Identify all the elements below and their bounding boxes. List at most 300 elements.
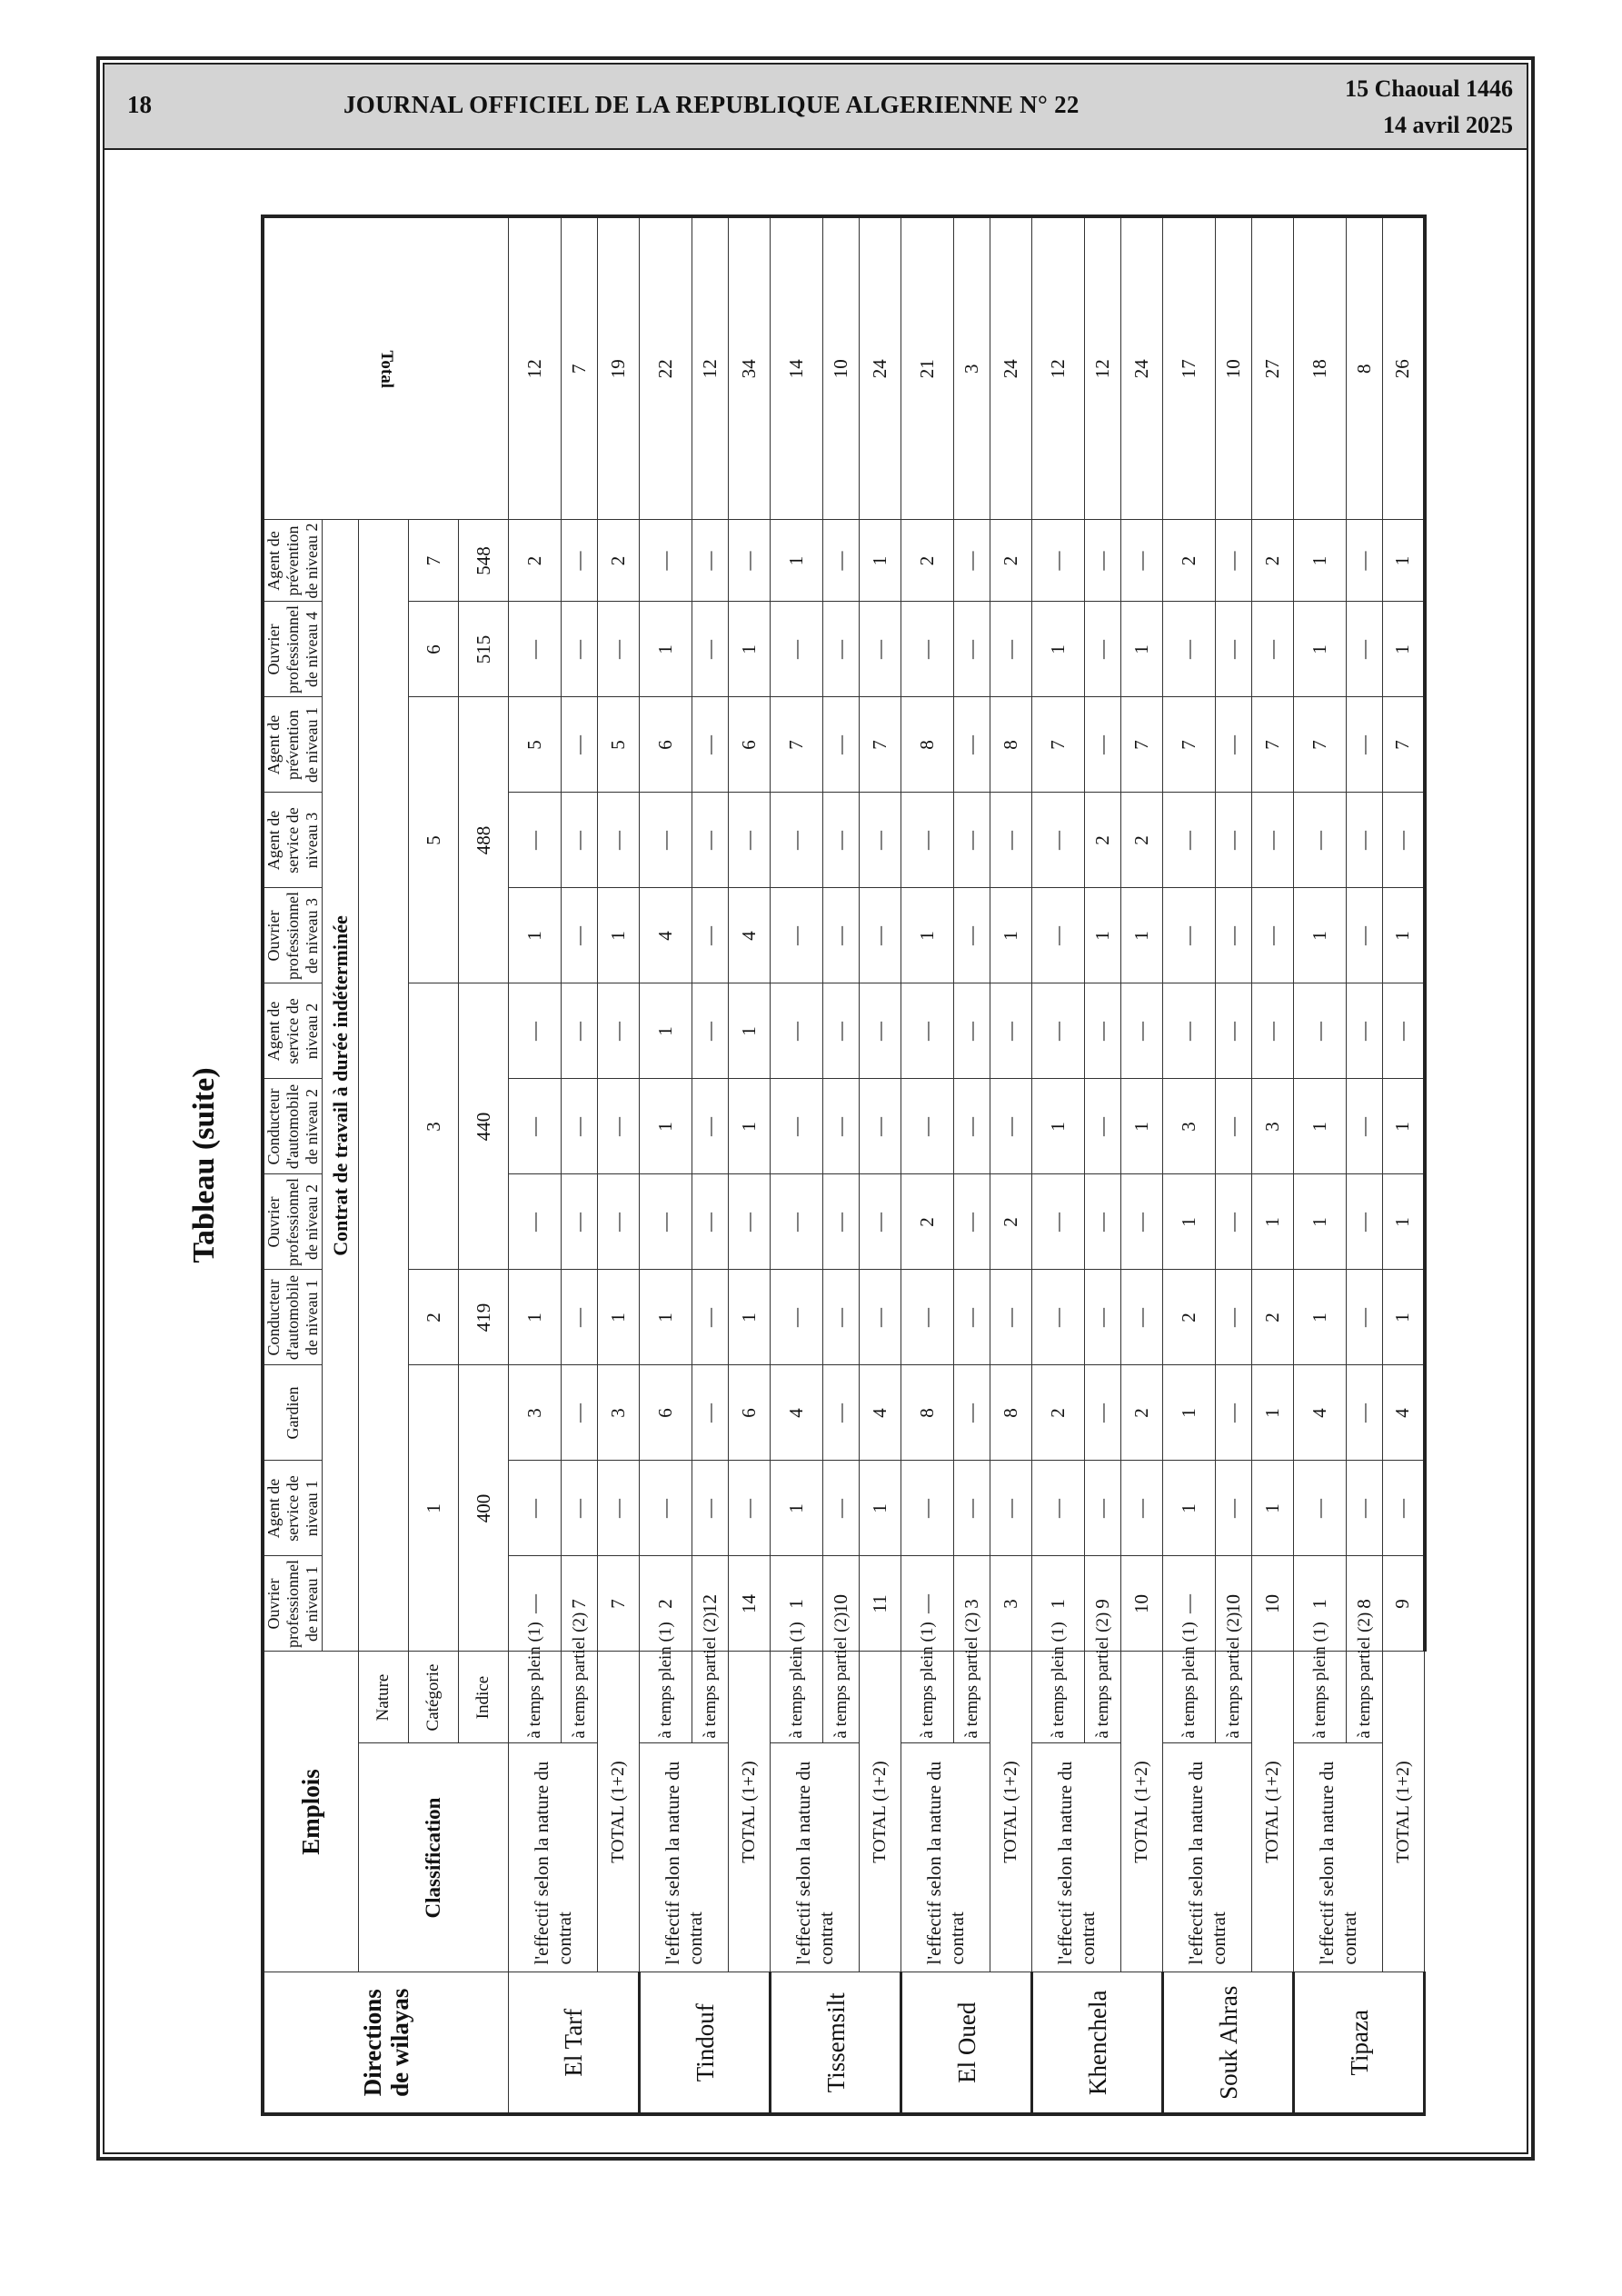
value-cell: 1: [640, 1270, 692, 1365]
value-cell: —: [562, 1461, 598, 1556]
value-cell: 2: [1121, 1365, 1163, 1461]
value-cell: 6: [729, 1365, 771, 1461]
value-cell: 3: [509, 1365, 562, 1461]
wilaya-name: El Tarf: [509, 1972, 640, 2114]
value-cell: —: [1294, 983, 1347, 1079]
value-cell: —: [1347, 983, 1383, 1079]
value-cell: —: [823, 602, 860, 697]
value-cell: —: [1294, 1461, 1347, 1556]
value-cell: —: [1216, 602, 1252, 697]
directions-header: Directions de wilayas: [263, 1972, 509, 2114]
value-cell: —: [1032, 793, 1085, 888]
contract-type-label: à temps partiel (2): [562, 1652, 598, 1743]
value-cell: 1: [771, 520, 823, 602]
categorie-value: 7: [409, 520, 459, 602]
value-cell: —: [823, 1365, 860, 1461]
value-cell: —: [1085, 1079, 1121, 1174]
value-cell: —: [860, 602, 901, 697]
value-cell: 12: [1085, 216, 1121, 520]
value-cell: 1: [990, 888, 1032, 983]
value-cell: 6: [640, 1365, 692, 1461]
value-cell: —: [692, 1174, 729, 1270]
value-cell: 1: [1294, 1270, 1347, 1365]
value-cell: 1: [1383, 1270, 1425, 1365]
value-cell: 18: [1294, 216, 1347, 520]
value-cell: —: [509, 983, 562, 1079]
value-cell: —: [901, 1461, 954, 1556]
value-cell: —: [990, 1461, 1032, 1556]
value-cell: —: [562, 1079, 598, 1174]
table-row: [1032, 216, 1085, 2114]
nature-label: Nature: [359, 1652, 409, 1743]
effectif-label: l'effectif selon la nature du contrat: [901, 1743, 990, 1972]
value-cell: 12: [692, 216, 729, 520]
value-cell: 12: [692, 1556, 729, 1652]
value-cell: —: [1085, 520, 1121, 602]
value-cell: —: [954, 697, 990, 793]
value-cell: —: [1347, 602, 1383, 697]
value-cell: 1: [598, 1270, 640, 1365]
value-cell: —: [1383, 983, 1425, 1079]
table-row: [1121, 216, 1163, 2114]
value-cell: 1: [1294, 888, 1347, 983]
contract-type-label: à temps plein (1): [640, 1652, 692, 1743]
value-cell: 1: [598, 888, 640, 983]
value-cell: 1: [901, 888, 954, 983]
value-cell: —: [598, 793, 640, 888]
value-cell: 8: [901, 1365, 954, 1461]
value-cell: 27: [1252, 216, 1294, 520]
value-cell: —: [1216, 1079, 1252, 1174]
value-cell: 2: [1121, 793, 1163, 888]
value-cell: —: [860, 888, 901, 983]
value-cell: —: [692, 793, 729, 888]
value-cell: —: [954, 1365, 990, 1461]
value-cell: 7: [860, 697, 901, 793]
table-row: [990, 216, 1032, 2114]
value-cell: —: [562, 888, 598, 983]
value-cell: 7: [598, 1556, 640, 1652]
rotated-table-container: [159, 215, 1422, 2116]
value-cell: —: [1216, 793, 1252, 888]
contract-type-label: à temps plein (1): [1294, 1652, 1347, 1743]
value-cell: —: [509, 793, 562, 888]
value-cell: —: [729, 520, 771, 602]
value-cell: —: [1163, 888, 1216, 983]
value-cell: —: [954, 888, 990, 983]
value-cell: —: [954, 602, 990, 697]
value-cell: —: [1085, 1365, 1121, 1461]
value-cell: —: [1163, 1556, 1216, 1652]
value-cell: —: [860, 1174, 901, 1270]
job-header: Ouvrier professionnel de niveau 2: [263, 1174, 323, 1270]
value-cell: —: [1032, 1270, 1085, 1365]
value-cell: 1: [1032, 602, 1085, 697]
value-cell: 10: [823, 216, 860, 520]
value-cell: —: [562, 602, 598, 697]
value-cell: 4: [1383, 1365, 1425, 1461]
value-cell: —: [562, 1365, 598, 1461]
value-cell: 8: [990, 697, 1032, 793]
table-row: [729, 216, 771, 2114]
value-cell: 1: [509, 888, 562, 983]
value-cell: 1: [640, 1079, 692, 1174]
value-cell: 1: [1383, 888, 1425, 983]
value-cell: 1: [1294, 1556, 1347, 1652]
value-cell: 1: [1032, 1079, 1085, 1174]
indice-label: Indice: [459, 1652, 509, 1743]
value-cell: —: [692, 520, 729, 602]
contract-type-label: à temps plein (1): [1032, 1652, 1085, 1743]
value-cell: —: [1085, 602, 1121, 697]
total-label: TOTAL (1+2): [860, 1652, 901, 1972]
value-cell: 24: [990, 216, 1032, 520]
table-row: [1252, 216, 1294, 2114]
table-row: [509, 216, 562, 2114]
value-cell: 3: [1252, 1079, 1294, 1174]
value-cell: 1: [1294, 520, 1347, 602]
contract-type-label: à temps partiel (2): [823, 1652, 860, 1743]
value-cell: 1: [729, 602, 771, 697]
value-cell: —: [729, 793, 771, 888]
value-cell: —: [1163, 602, 1216, 697]
wilaya-name: Khenchela: [1032, 1972, 1163, 2114]
value-cell: —: [509, 1461, 562, 1556]
value-cell: —: [729, 1174, 771, 1270]
value-cell: —: [692, 888, 729, 983]
value-cell: 4: [771, 1365, 823, 1461]
journal-title: JOURNAL OFFICIEL DE LA REPUBLIQUE ALGERIENNE N° 22: [343, 91, 1080, 118]
value-cell: —: [771, 1270, 823, 1365]
value-cell: 7: [562, 216, 598, 520]
value-cell: 1: [1383, 602, 1425, 697]
value-cell: —: [509, 602, 562, 697]
value-cell: —: [771, 793, 823, 888]
value-cell: —: [823, 983, 860, 1079]
wilaya-name: Souk Ahras: [1163, 1972, 1294, 2114]
value-cell: —: [954, 793, 990, 888]
issue-date: [1345, 71, 1513, 144]
categorie-value: 2: [409, 1270, 459, 1365]
value-cell: —: [562, 983, 598, 1079]
value-cell: —: [509, 1079, 562, 1174]
value-cell: —: [954, 1174, 990, 1270]
value-cell: 1: [1294, 1079, 1347, 1174]
value-cell: —: [1347, 888, 1383, 983]
total-label: TOTAL (1+2): [1383, 1652, 1425, 1972]
value-cell: —: [1347, 1174, 1383, 1270]
total-label: TOTAL (1+2): [1252, 1652, 1294, 1972]
value-cell: 6: [729, 697, 771, 793]
value-cell: —: [771, 888, 823, 983]
issue-date-hijri: 15 Chaoual 1446: [1345, 75, 1513, 102]
table-row: [860, 216, 901, 2114]
value-cell: —: [901, 1556, 954, 1652]
value-cell: 1: [1294, 1174, 1347, 1270]
effectif-label: l'effectif selon la nature du contrat: [640, 1743, 729, 1972]
value-cell: 1: [729, 1079, 771, 1174]
effectif-label: l'effectif selon la nature du contrat: [1163, 1743, 1252, 1972]
value-cell: 21: [901, 216, 954, 520]
value-cell: —: [692, 1365, 729, 1461]
total-label: TOTAL (1+2): [990, 1652, 1032, 1972]
value-cell: 1: [771, 1461, 823, 1556]
value-cell: 2: [901, 1174, 954, 1270]
value-cell: —: [860, 983, 901, 1079]
value-cell: 4: [640, 888, 692, 983]
value-cell: —: [1383, 793, 1425, 888]
total-column-label: Total: [377, 349, 396, 388]
value-cell: —: [954, 983, 990, 1079]
value-cell: —: [1347, 697, 1383, 793]
value-cell: —: [1085, 697, 1121, 793]
value-cell: —: [640, 793, 692, 888]
table-row: [598, 216, 640, 2114]
value-cell: —: [1347, 793, 1383, 888]
value-cell: —: [901, 1270, 954, 1365]
value-cell: 7: [1032, 697, 1085, 793]
value-cell: —: [640, 520, 692, 602]
effectif-label: l'effectif selon la nature du contrat: [771, 1743, 860, 1972]
value-cell: 4: [1294, 1365, 1347, 1461]
contract-type-label: à temps plein (1): [1163, 1652, 1216, 1743]
value-cell: —: [692, 697, 729, 793]
value-cell: 1: [1252, 1461, 1294, 1556]
value-cell: —: [1121, 1461, 1163, 1556]
value-cell: 34: [729, 216, 771, 520]
job-header: Ouvrier professionnel de niveau 4: [263, 602, 323, 697]
categorie-value: 6: [409, 602, 459, 697]
value-cell: —: [509, 1174, 562, 1270]
value-cell: —: [692, 983, 729, 1079]
indice-value: 548: [459, 520, 509, 602]
value-cell: 1: [1383, 520, 1425, 602]
value-cell: 19: [598, 216, 640, 520]
value-cell: —: [1216, 1174, 1252, 1270]
value-cell: 1: [1252, 1174, 1294, 1270]
value-cell: 1: [1121, 888, 1163, 983]
value-cell: 8: [901, 697, 954, 793]
value-cell: 10: [1216, 216, 1252, 520]
value-cell: —: [823, 1461, 860, 1556]
value-cell: 7: [1383, 697, 1425, 793]
value-cell: —: [901, 983, 954, 1079]
value-cell: 1: [1252, 1365, 1294, 1461]
value-cell: 3: [954, 1556, 990, 1652]
value-cell: 2: [1032, 1365, 1085, 1461]
value-cell: 3: [598, 1365, 640, 1461]
value-cell: 2: [1163, 520, 1216, 602]
value-cell: —: [562, 697, 598, 793]
value-cell: 1: [1121, 1079, 1163, 1174]
value-cell: 4: [729, 888, 771, 983]
value-cell: 10: [1121, 1556, 1163, 1652]
value-cell: 14: [771, 216, 823, 520]
value-cell: 10: [1216, 1556, 1252, 1652]
emplois-header: Emplois: [263, 1652, 359, 1972]
job-header: Agent de service de niveau 1: [263, 1461, 323, 1556]
value-cell: —: [860, 793, 901, 888]
effectif-label: l'effectif selon la nature du contrat: [509, 1743, 598, 1972]
value-cell: —: [1032, 983, 1085, 1079]
wilaya-name: El Oued: [901, 1972, 1032, 2114]
contract-type-label: à temps plein (1): [509, 1652, 562, 1743]
value-cell: —: [1085, 1174, 1121, 1270]
value-cell: 2: [901, 520, 954, 602]
value-cell: —: [598, 983, 640, 1079]
value-cell: —: [1032, 888, 1085, 983]
table-row: [640, 216, 692, 2114]
value-cell: 9: [1085, 1556, 1121, 1652]
value-cell: 1: [1383, 1079, 1425, 1174]
value-cell: —: [1252, 888, 1294, 983]
contract-type-label: à temps plein (1): [771, 1652, 823, 1743]
value-cell: 12: [1032, 216, 1085, 520]
value-cell: —: [823, 793, 860, 888]
value-cell: —: [640, 1174, 692, 1270]
value-cell: —: [1347, 1461, 1383, 1556]
value-cell: 1: [860, 520, 901, 602]
total-column-header: [263, 216, 509, 520]
value-cell: —: [990, 1079, 1032, 1174]
value-cell: —: [1163, 983, 1216, 1079]
total-label: TOTAL (1+2): [598, 1652, 640, 1972]
value-cell: —: [1163, 793, 1216, 888]
value-cell: —: [692, 602, 729, 697]
value-cell: —: [771, 1174, 823, 1270]
contract-type-label: à temps partiel (2): [1085, 1652, 1121, 1743]
value-cell: 1: [1121, 602, 1163, 697]
value-cell: 2: [598, 520, 640, 602]
value-cell: 3: [1163, 1079, 1216, 1174]
value-cell: —: [990, 793, 1032, 888]
value-cell: —: [823, 1270, 860, 1365]
job-header: Conducteur d'automobile de niveau 2: [263, 1079, 323, 1174]
value-cell: 24: [860, 216, 901, 520]
value-cell: 11: [860, 1556, 901, 1652]
value-cell: 1: [1163, 1174, 1216, 1270]
value-cell: 5: [598, 697, 640, 793]
value-cell: —: [1383, 1461, 1425, 1556]
wilaya-name: Tissemsilt: [771, 1972, 901, 2114]
value-cell: —: [562, 520, 598, 602]
value-cell: —: [1216, 983, 1252, 1079]
value-cell: 1: [1294, 602, 1347, 697]
contract-type-label: à temps partiel (2): [692, 1652, 729, 1743]
categorie-value: 5: [409, 697, 459, 983]
nature-value: [359, 520, 409, 1652]
value-cell: —: [1085, 1270, 1121, 1365]
value-cell: 1: [1383, 1174, 1425, 1270]
value-cell: —: [823, 1174, 860, 1270]
value-cell: —: [954, 1461, 990, 1556]
value-cell: 1: [771, 1556, 823, 1652]
value-cell: 1: [1163, 1461, 1216, 1556]
issue-date-gregorian: 14 avril 2025: [1383, 112, 1513, 138]
job-header: Ouvrier professionnel de niveau 3: [263, 888, 323, 983]
value-cell: 6: [640, 697, 692, 793]
value-cell: 8: [990, 1365, 1032, 1461]
value-cell: 17: [1163, 216, 1216, 520]
value-cell: 2: [509, 520, 562, 602]
value-cell: 8: [1347, 216, 1383, 520]
value-cell: 10: [1252, 1556, 1294, 1652]
value-cell: —: [1347, 520, 1383, 602]
effectif-label: l'effectif selon la nature du contrat: [1294, 1743, 1383, 1972]
job-header: Conducteur d'automobile de niveau 1: [263, 1270, 323, 1365]
value-cell: 2: [990, 520, 1032, 602]
value-cell: —: [860, 1079, 901, 1174]
value-cell: —: [954, 1270, 990, 1365]
value-cell: 2: [1252, 520, 1294, 602]
value-cell: 7: [1294, 697, 1347, 793]
value-cell: —: [1121, 1174, 1163, 1270]
contract-type-header: Contrat de travail à durée indéterminée: [323, 520, 359, 1652]
value-cell: 5: [509, 697, 562, 793]
value-cell: —: [1252, 983, 1294, 1079]
value-cell: —: [1252, 793, 1294, 888]
categorie-label: Catégorie: [409, 1652, 459, 1743]
value-cell: —: [1347, 1079, 1383, 1174]
contract-type-label: à temps partiel (2): [1347, 1652, 1383, 1743]
staffing-table: [261, 215, 1427, 2116]
value-cell: —: [1216, 1270, 1252, 1365]
value-cell: 8: [1347, 1556, 1383, 1652]
value-cell: —: [562, 793, 598, 888]
categorie-value: 3: [409, 983, 459, 1270]
value-cell: 4: [860, 1365, 901, 1461]
table-title: Tableau (suite): [187, 1067, 221, 1263]
value-cell: —: [990, 602, 1032, 697]
value-cell: 7: [1121, 697, 1163, 793]
value-cell: —: [1121, 520, 1163, 602]
value-cell: 24: [1121, 216, 1163, 520]
value-cell: —: [771, 983, 823, 1079]
value-cell: 1: [1032, 1556, 1085, 1652]
wilaya-name: Tipaza: [1294, 1972, 1425, 2114]
value-cell: —: [823, 1079, 860, 1174]
value-cell: 3: [954, 216, 990, 520]
value-cell: —: [1085, 983, 1121, 1079]
value-cell: —: [823, 888, 860, 983]
value-cell: 1: [1163, 1365, 1216, 1461]
job-header: Agent de service de niveau 3: [263, 793, 323, 888]
contract-type-label: à temps partiel (2): [1216, 1652, 1252, 1743]
value-cell: —: [692, 1270, 729, 1365]
value-cell: —: [823, 697, 860, 793]
value-cell: —: [729, 1461, 771, 1556]
classification-header: Classification: [359, 1743, 509, 1972]
total-label: TOTAL (1+2): [729, 1652, 771, 1972]
value-cell: —: [1032, 520, 1085, 602]
value-cell: —: [901, 602, 954, 697]
value-cell: 7: [1163, 697, 1216, 793]
total-label: TOTAL (1+2): [1121, 1652, 1163, 1972]
value-cell: 1: [640, 602, 692, 697]
value-cell: 2: [1085, 793, 1121, 888]
value-cell: —: [954, 1079, 990, 1174]
value-cell: —: [1252, 602, 1294, 697]
table-row: [1383, 216, 1425, 2114]
job-header: Gardien: [263, 1365, 323, 1461]
value-cell: —: [990, 983, 1032, 1079]
value-cell: 3: [990, 1556, 1032, 1652]
value-cell: —: [1121, 983, 1163, 1079]
value-cell: 2: [1163, 1270, 1216, 1365]
job-header: Agent de service de niveau 2: [263, 983, 323, 1079]
value-cell: —: [1294, 793, 1347, 888]
value-cell: —: [640, 1461, 692, 1556]
